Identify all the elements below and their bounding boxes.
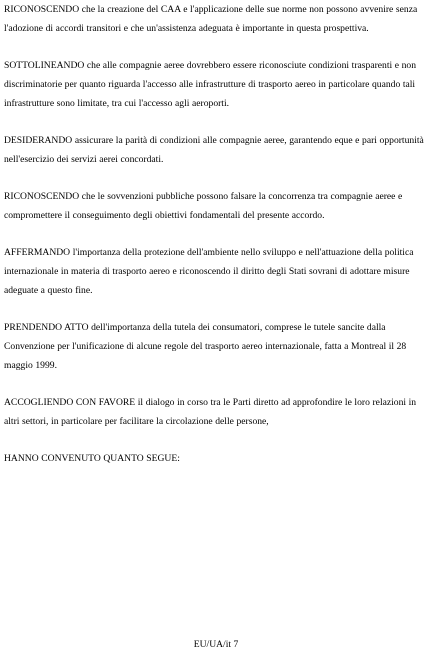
recital-lead-word: ACCOGLIENDO CON FAVORE [4, 397, 136, 408]
recital-lead-word: RICONOSCENDO [4, 4, 80, 15]
recital-text: che alle compagnie aeree dovrebbero essere riconosciute condizioni trasparenti e non discriminatorie per quanto riguarda l'accesso alle infrastrutture di trasporto aereo in particolare quando tali infrastrutture sono limitate, tra cui l'accesso agli aeroporti. [4, 60, 417, 109]
recital-lead-word: RICONOSCENDO [4, 191, 80, 202]
recital-paragraph [4, 56, 428, 113]
recital-lead-word: DESIDERANDO [4, 135, 73, 146]
recital-paragraph [4, 243, 428, 300]
agreement-heading [4, 449, 428, 468]
recital-text: dell'importanza della tutela dei consumatori, comprese le tutele sancite dalla Convenzione per l'unificazione di alcune regole del trasporto aereo internazionale, fatta a Montreal il 28 maggio 1999. [4, 322, 407, 371]
recital-paragraph [4, 318, 428, 375]
recital-paragraph [4, 393, 428, 431]
recital-paragraph [4, 0, 428, 38]
recital-text: l'importanza della protezione dell'ambiente nello sviluppo e nell'attuazione della politica internazionale in materia di trasporto aereo e riconoscendo il diritto degli Stati sovrani di adottare misure adeguate a questo fine. [4, 247, 414, 296]
recital-text: che le sovvenzioni pubbliche possono falsare la concorrenza tra compagnie aeree e compromettere il conseguimento degli obiettivi fondamentali del presente accordo. [4, 191, 403, 221]
recital-paragraph [4, 187, 428, 225]
recital-lead-word: AFFERMANDO [4, 247, 71, 258]
recital-lead-word: PRENDENDO ATTO [4, 322, 89, 333]
recital-text: assicurare la parità di condizioni alle compagnie aeree, garantendo eque e pari opportunità nell'esercizio dei servizi aerei concordati. [4, 135, 424, 165]
recital-text: che la creazione del CAA e l'applicazione delle sue norme non possono avvenire senza l'adozione di accordi transitori e che un'assistenza adeguata è importante in questa prospettiva. [4, 4, 418, 34]
document-body [4, 0, 428, 486]
recital-text: il dialogo in corso tra le Parti diretto ad approfondire le loro relazioni in altri settori, in particolare per facilitare la circolazione delle persone, [4, 397, 417, 427]
recital-paragraph [4, 131, 428, 169]
agreement-heading-text: HANNO CONVENUTO QUANTO SEGUE: [4, 453, 180, 464]
recital-lead-word: SOTTOLINEANDO [4, 60, 85, 71]
page-footer-reference: EU/UA/it 7 [193, 639, 239, 650]
